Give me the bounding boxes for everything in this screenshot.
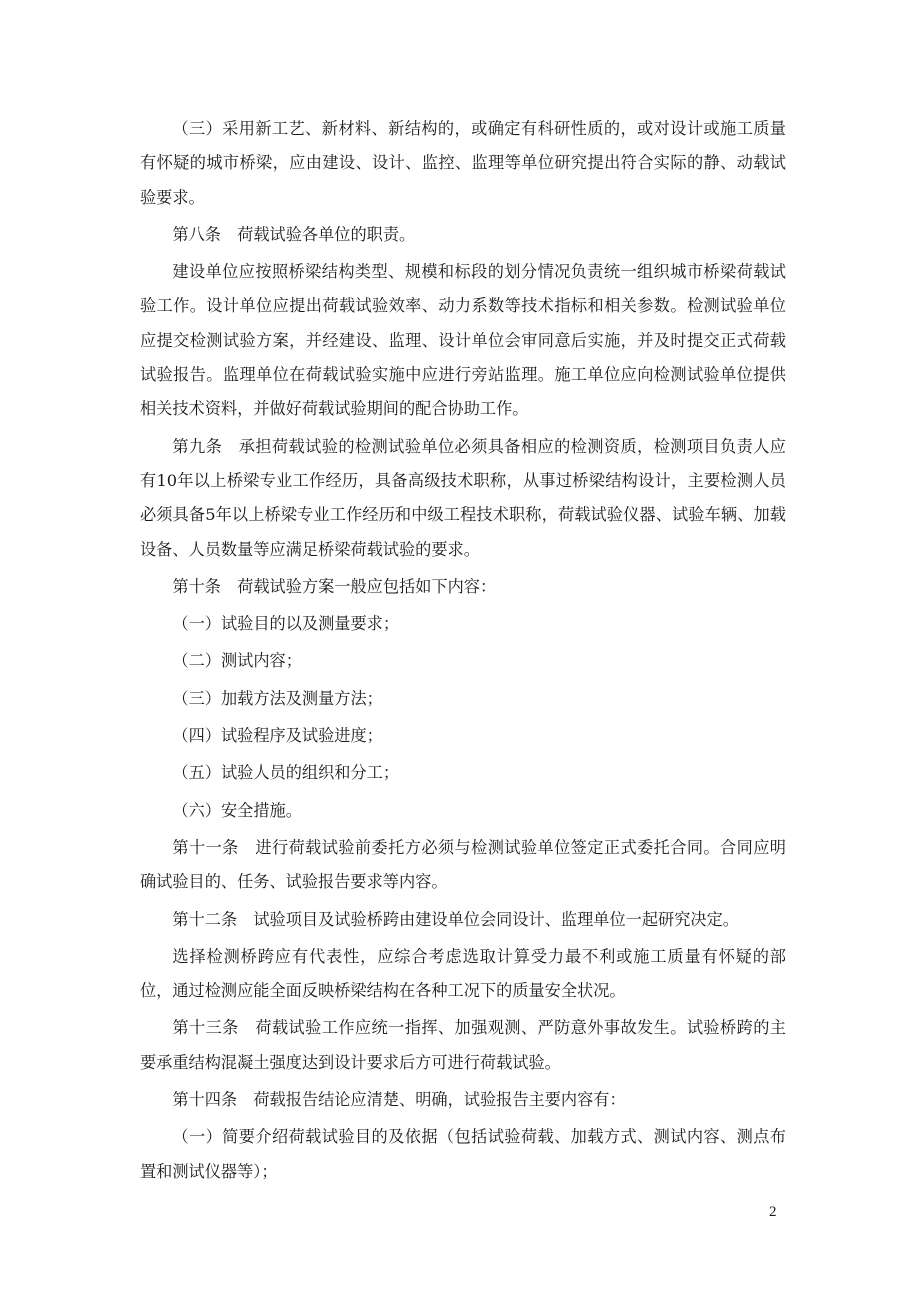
- list-item-6: （六）安全措施。: [172, 800, 302, 820]
- article-13-paragraph: 第十三条 荷载试验工作应统一指挥、加强观测、严防意外事故发生。试验桥跨的主要承重结构混凝土强度达到设计要求后方可进行荷载试验。: [140, 1018, 786, 1072]
- article-9-paragraph: 第九条 承担荷载试验的检测试验单位必须具备相应的检测资质，检测项目负责人应有10年以上桥梁专业工作经历，具备高级技术职称，从事过桥梁结构设计，主要检测人员必须具备5年以上桥梁专业工作经历和中级工程技术职称，荷载试验仪器、试验车辆、加载设备、人员数量等应满足桥梁荷载试验的要求。: [140, 436, 786, 559]
- list-item-3: （三）加载方法及测量方法；: [172, 688, 383, 708]
- document-body: [140, 112, 786, 1192]
- list-item-2: （二）测试内容；: [172, 651, 302, 671]
- article-8-heading: 第八条 荷载试验各单位的职责。: [172, 224, 416, 244]
- article-10-heading: 第十条 荷载试验方案一般应包括如下内容：: [172, 576, 497, 596]
- page-number: 2: [769, 1204, 777, 1220]
- list-item-1: （一）试验目的以及测量要求；: [172, 614, 400, 634]
- list-item-5: （五）试验人员的组织和分工；: [172, 763, 400, 783]
- article-11-paragraph: 第十一条 进行荷载试验前委托方必须与检测试验单位签定正式委托合同。合同应明确试验目的、任务、试验报告要求等内容。: [140, 837, 786, 892]
- article-12-detail: 选择检测桥跨应有代表性，应综合考虑选取计算受力最不利或施工质量有怀疑的部位，通过检测应能全面反映桥梁结构在各种工况下的质量安全状况。: [140, 946, 786, 1001]
- paragraph-item-3-clause: （三）采用新工艺、新材料、新结构的，或确定有科研性质的，或对设计或施工质量有怀疑的城市桥梁，应由建设、设计、监控、监理等单位研究提出符合实际的静、动载试验要求。: [140, 119, 786, 207]
- article-14-heading: 第十四条 荷载报告结论应清楚、明确，试验报告主要内容有：: [172, 1090, 626, 1110]
- article-14-item-1: （一）简要介绍荷载试验目的及依据（包括试验荷载、加载方式、测试内容、测点布置和测试仪器等）；: [140, 1127, 786, 1181]
- article-8-body: 建设单位应按照桥梁结构类型、规模和标段的划分情况负责统一组织城市桥梁荷载试验工作。设计单位应提出荷载试验效率、动力系数等技术指标和相关参数。检测试验单位应提交检测试验方案，并经建设、监理、设计单位会审同意后实施，并及时提交正式荷载试验报告。监理单位在荷载试验实施中应进行旁站监理。施工单位应向检测试验单位提供相关技术资料，并做好荷载试验期间的配合协助工作。: [140, 262, 786, 419]
- article-12-paragraph: 第十二条 试验项目及试验桥跨由建设单位会同设计、监理单位一起研究决定。: [172, 909, 739, 929]
- list-item-4: （四）试验程序及试验进度；: [172, 726, 383, 746]
